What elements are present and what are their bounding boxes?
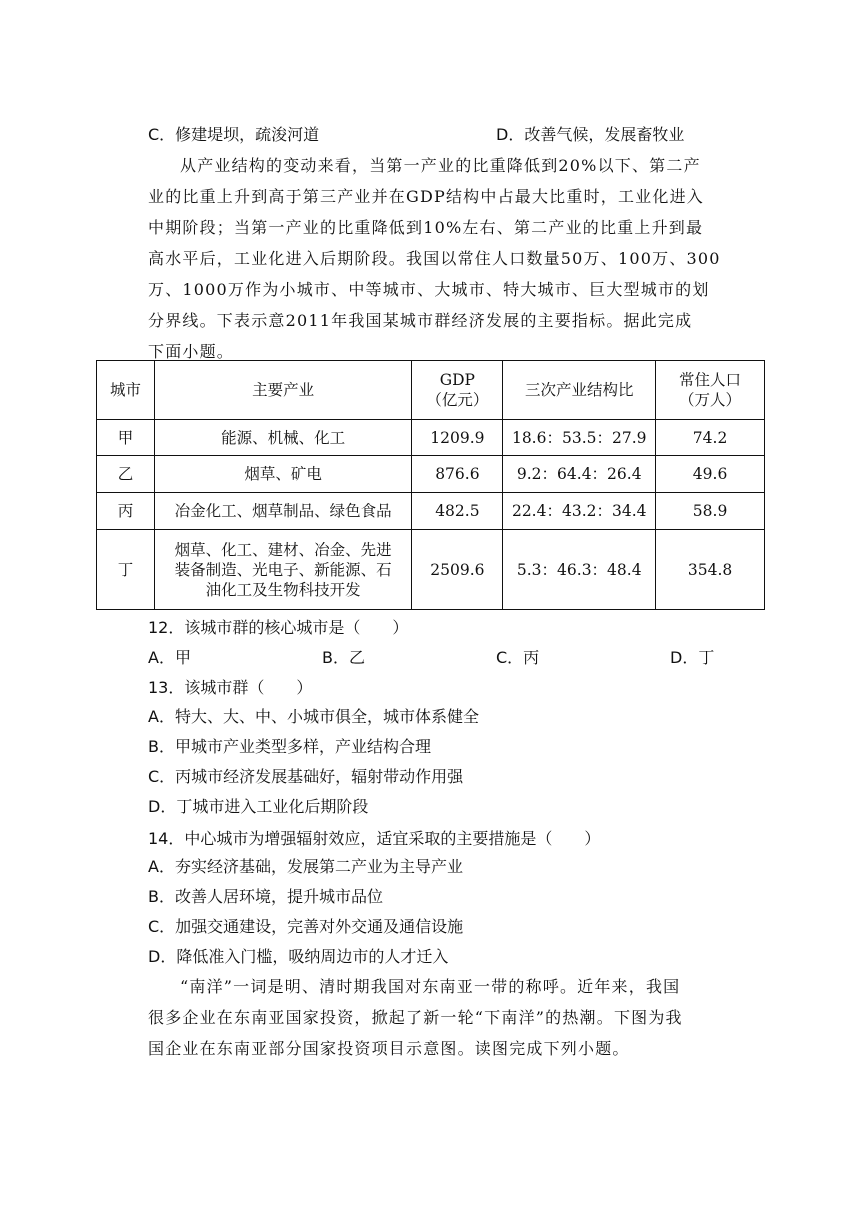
header-gdp-line2: （亿元） — [426, 391, 489, 409]
cell-industry-line: 装备制造、光电子、新能源、石 — [174, 560, 392, 579]
q13-option-a[interactable]: A．特大、大、中、小城市俱全，城市体系健全 — [148, 707, 479, 726]
cell-pop: 58.9 — [656, 493, 765, 530]
q13-option-c[interactable]: C．丙城市经济发展基础好，辐射带动作用强 — [148, 767, 464, 786]
cell-industry: 烟草、矿电 — [154, 456, 412, 493]
q14-stem: 14．中心城市为增强辐射效应，适宜采取的主要措施是（ ） — [148, 829, 601, 848]
cell-city: 乙 — [97, 456, 155, 493]
q14-option-b[interactable]: B．改善人居环境，提升城市品位 — [148, 887, 383, 906]
city-indicators-table — [96, 360, 765, 610]
table-row — [97, 493, 765, 530]
intro-line: 中期阶段；当第一产业的比重降低到10%左右、第二产业的比重上升到最 — [148, 218, 704, 237]
cell-gdp: 2509.6 — [412, 530, 503, 610]
cell-ratio: 18.6：53.5：27.9 — [503, 420, 656, 456]
intro-line: 下面小题。 — [148, 342, 235, 361]
q13-stem: 13．该城市群（ ） — [148, 678, 313, 697]
option-d-prev: D．改善气候，发展畜牧业 — [496, 125, 685, 144]
q14-option-d[interactable]: D．降低准入门槛，吸纳周边市的人才迁入 — [148, 947, 449, 966]
q12-stem: 12．该城市群的核心城市是（ ） — [148, 618, 409, 637]
cell-industry: 冶金化工、烟草制品、绿色食品 — [154, 493, 412, 530]
q13-option-d[interactable]: D．丁城市进入工业化后期阶段 — [148, 797, 369, 816]
cell-gdp: 1209.9 — [412, 420, 503, 456]
header-pop-line1: 常住人口 — [679, 371, 742, 389]
cell-pop: 49.6 — [656, 456, 765, 493]
intro-line: 高水平后，工业化进入后期阶段。我国以常住人口数量50万、100万、300 — [148, 249, 721, 268]
q12-option-d[interactable]: D．丁 — [670, 648, 715, 667]
q14-option-c[interactable]: C．加强交通建设，完善对外交通及通信设施 — [148, 917, 464, 936]
cell-gdp: 876.6 — [412, 456, 503, 493]
table-row — [97, 420, 765, 456]
outro-line: “南洋”一词是明、清时期我国对东南亚一带的称呼。近年来，我国 — [180, 977, 681, 996]
cell-industry-line: 油化工及生物科技开发 — [205, 580, 361, 599]
outro-paragraph — [148, 971, 714, 1064]
cell-pop: 74.2 — [656, 420, 765, 456]
q12-option-a[interactable]: A．甲 — [148, 648, 191, 667]
intro-line: 万、1000万作为小城市、中等城市、大城市、特大城市、巨大型城市的划 — [148, 280, 710, 299]
cell-industry: 能源、机械、化工 — [154, 420, 412, 456]
table-header-row — [97, 361, 765, 420]
q13-option-b[interactable]: B．甲城市产业类型多样，产业结构合理 — [148, 737, 431, 756]
q12-option-b[interactable]: B．乙 — [322, 648, 365, 667]
cell-ratio: 5.3：46.3：48.4 — [503, 530, 656, 610]
cell-city: 丙 — [97, 493, 155, 530]
cell-industry-line: 烟草、化工、建材、冶金、先进 — [174, 540, 392, 559]
cell-gdp: 482.5 — [412, 493, 503, 530]
cell-ratio: 22.4：43.2：34.4 — [503, 493, 656, 530]
option-c-prev: C．修建堤坝，疏浚河道 — [148, 125, 320, 144]
intro-paragraph — [148, 150, 721, 367]
q14-option-a[interactable]: A．夯实经济基础，发展第二产业为主导产业 — [148, 857, 463, 876]
outro-line: 很多企业在东南亚国家投资，掀起了新一轮“下南洋”的热潮。下图为我 — [148, 1008, 683, 1027]
header-ratio: 三次产业结构比 — [503, 361, 656, 420]
header-city: 城市 — [97, 361, 155, 420]
header-gdp — [412, 361, 503, 420]
intro-line: 从产业结构的变动来看，当第一产业的比重降低到20%以下、第二产 — [180, 156, 701, 175]
header-pop — [656, 361, 765, 420]
cell-city: 甲 — [97, 420, 155, 456]
intro-line: 业的比重上升到高于第三产业并在GDP结构中占最大比重时，工业化进入 — [148, 187, 704, 206]
cell-ratio: 9.2：64.4：26.4 — [503, 456, 656, 493]
cell-pop: 354.8 — [656, 530, 765, 610]
intro-line: 分界线。下表示意2011年我国某城市群经济发展的主要指标。据此完成 — [148, 311, 693, 330]
header-pop-line2: （万人） — [679, 391, 742, 409]
cell-industry — [154, 530, 412, 610]
cell-city: 丁 — [97, 530, 155, 610]
outro-line: 国企业在东南亚部分国家投资项目示意图。读图完成下列小题。 — [148, 1039, 630, 1058]
header-industry: 主要产业 — [154, 361, 412, 420]
table-row — [97, 456, 765, 493]
q12-option-c[interactable]: C．丙 — [496, 648, 540, 667]
header-gdp-line1: GDP — [439, 371, 475, 389]
table-row — [97, 530, 765, 610]
